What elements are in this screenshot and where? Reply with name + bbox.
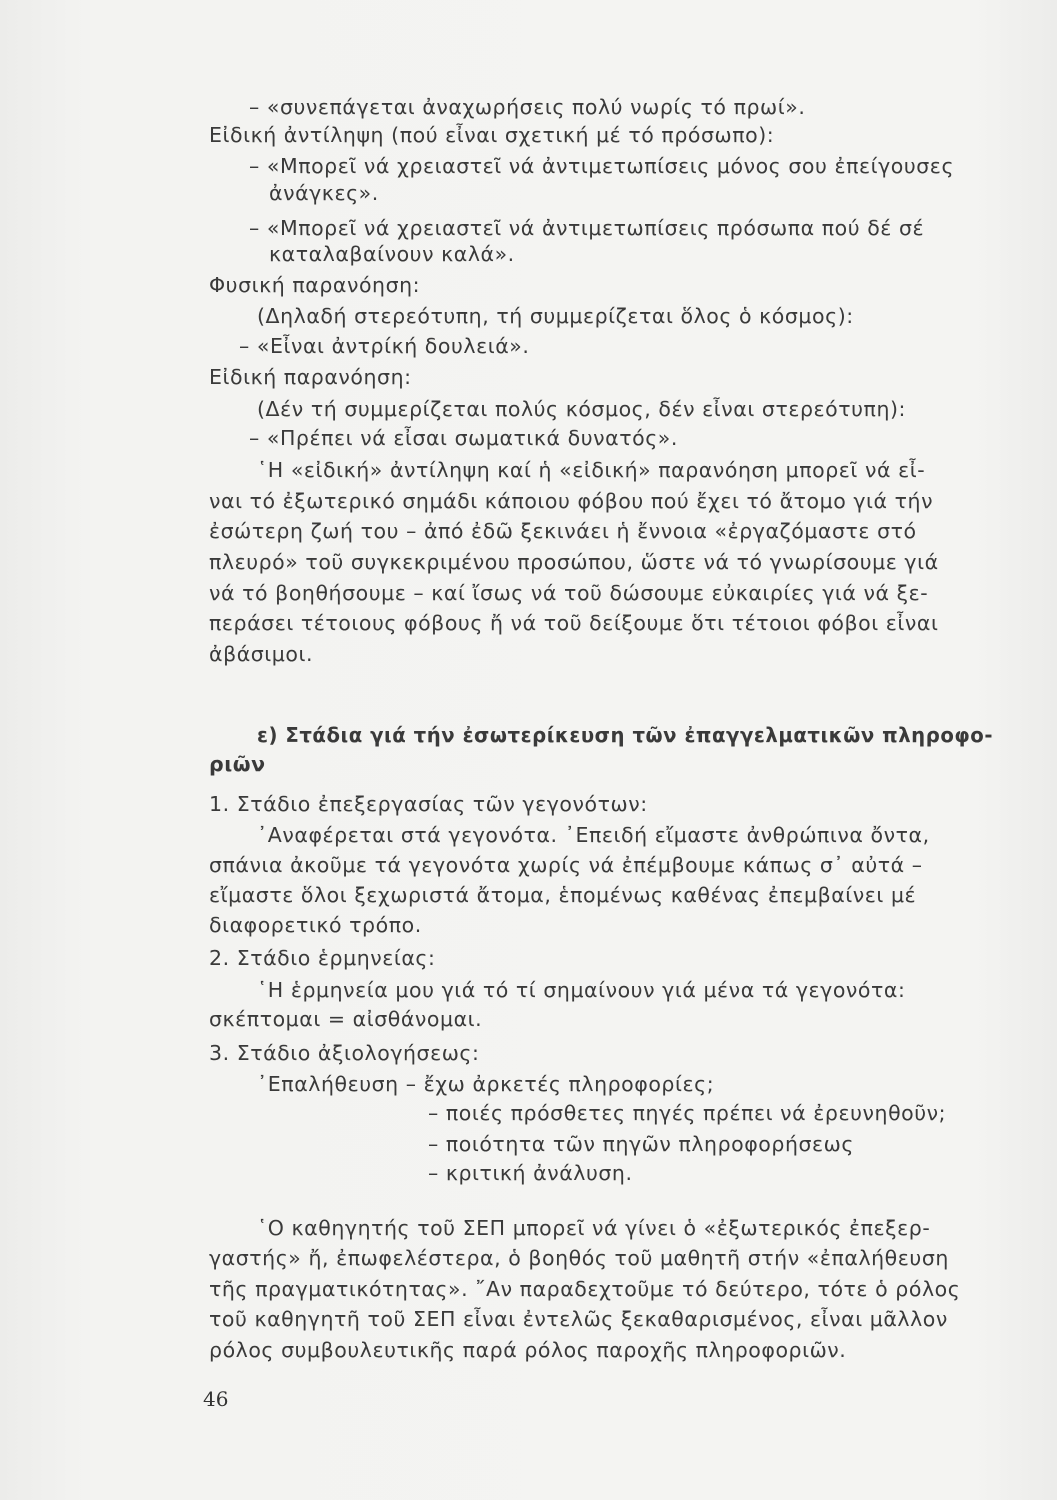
- page-number: 46: [203, 1387, 229, 1411]
- section-heading: ε) Στάδια γιά τήν ἐσωτερίκευση τῶν ἐπαγγελματικῶν πληροφο-: [257, 723, 994, 747]
- text-line: περάσει τέτοιους φόβους ἤ νά τοῦ δείξουμε ὅτι τέτοιοι φόβοι εἶναι: [209, 611, 939, 635]
- text-line: τοῦ καθηγητῆ τοῦ ΣΕΠ εἶναι ἐντελῶς ξεκαθαρισμένος, εἶναι μᾶλλον: [209, 1307, 948, 1331]
- text-line: Φυσική παρανόηση:: [209, 273, 421, 297]
- list-item-heading: 3. Στάδιο ἀξιολογήσεως:: [209, 1041, 480, 1065]
- text-line: Εἰδική ἀντίληψη (πού εἶναι σχετική μέ τό πρόσωπο):: [209, 123, 775, 147]
- text-line: ῾Η ἑρμηνεία μου γιά τό τί σημαίνουν γιά μένα τά γεγονότα:: [257, 978, 906, 1002]
- text-line: διαφορετικό τρόπο.: [209, 913, 422, 937]
- text-line: σκέπτομαι = αἰσθάνομαι.: [209, 1007, 483, 1031]
- text-line: ἐσώτερη ζωή του – ἀπό ἐδῶ ξεκινάει ἡ ἔννοια «ἐργαζόμαστε στό: [209, 519, 917, 543]
- text-line: καταλαβαίνουν καλά».: [269, 242, 515, 266]
- section-heading: ριῶν: [209, 752, 266, 776]
- text-line: – ποιές πρόσθετες πηγές πρέπει νά ἐρευνηθοῦν;: [428, 1101, 947, 1125]
- text-line: – «συνεπάγεται ἀναχωρήσεις πολύ νωρίς τό πρωί».: [249, 95, 806, 119]
- text-line: ἀνάγκες».: [269, 181, 379, 205]
- text-line: γαστής» ἤ, ἐπωφελέστερα, ὁ βοηθός τοῦ μαθητῆ στήν «ἐπαλήθευση: [209, 1246, 949, 1270]
- text-line: νά τό βοηθήσουμε – καί ἴσως νά τοῦ δώσουμε εὐκαιρίες γιά νά ξε-: [209, 581, 929, 605]
- text-line: – ποιότητα τῶν πηγῶν πληροφορήσεως: [428, 1132, 854, 1156]
- text-line: τῆς πραγματικότητας». ῎Αν παραδεχτοῦμε τό δεύτερο, τότε ὁ ρόλος: [209, 1277, 961, 1301]
- text-line: ρόλος συμβουλευτικῆς παρά ρόλος παροχῆς πληροφοριῶν.: [209, 1338, 847, 1362]
- text-line: ᾿Επαλήθευση – ἔχω ἀρκετές πληροφορίες;: [257, 1072, 715, 1096]
- list-item-heading: 2. Στάδιο ἑρμηνείας:: [209, 946, 436, 970]
- text-line: ῾Ο καθηγητής τοῦ ΣΕΠ μπορεῖ νά γίνει ὁ «ἐξωτερικός ἐπεξερ-: [257, 1216, 931, 1240]
- text-line: ἀβάσιμοι.: [209, 642, 314, 666]
- text-line: (Δηλαδή στερεότυπη, τή συμμερίζεται ὅλος ὁ κόσμος):: [257, 304, 854, 328]
- text-line: ῾Η «εἰδική» ἀντίληψη καί ἡ «εἰδική» παρανόηση μπορεῖ νά εἶ-: [257, 458, 926, 482]
- text-line: εἴμαστε ὅλοι ξεχωριστά ἄτομα, ἑπομένως καθένας ἐπεμβαίνει μέ: [209, 883, 917, 907]
- text-line: ᾿Αναφέρεται στά γεγονότα. ᾿Επειδή εἴμαστε ἀνθρώπινα ὄντα,: [257, 823, 930, 847]
- list-item-heading: 1. Στάδιο ἐπεξεργασίας τῶν γεγονότων:: [209, 792, 648, 816]
- text-line: ναι τό ἐξωτερικό σημάδι κάποιου φόβου πού ἔχει τό ἄτομο γιά τήν: [209, 489, 934, 513]
- text-line: – «Μπορεῖ νά χρειαστεῖ νά ἀντιμετωπίσεις πρόσωπα πού δέ σέ: [249, 216, 925, 240]
- text-line: σπάνια ἀκοῦμε τά γεγονότα χωρίς νά ἐπέμβουμε κάπως σ᾿ αὐτά –: [209, 853, 923, 877]
- text-line: (Δέν τή συμμερίζεται πολύς κόσμος, δέν εἶναι στερεότυπη):: [257, 397, 906, 421]
- text-line: – «Πρέπει νά εἶσαι σωματικά δυνατός».: [249, 426, 678, 450]
- text-line: Εἰδική παρανόηση:: [209, 365, 412, 389]
- text-line: – «Μπορεῖ νά χρειαστεῖ νά ἀντιμετωπίσεις μόνος σου ἐπείγουσες: [249, 154, 955, 178]
- text-line: – «Εἶναι ἀντρίκή δουλειά».: [239, 334, 530, 358]
- text-line: – κριτική ἀνάλυση.: [428, 1161, 633, 1185]
- text-line: πλευρό» τοῦ συγκεκριμένου προσώπου, ὥστε νά τό γνωρίσουμε γιά: [209, 550, 939, 574]
